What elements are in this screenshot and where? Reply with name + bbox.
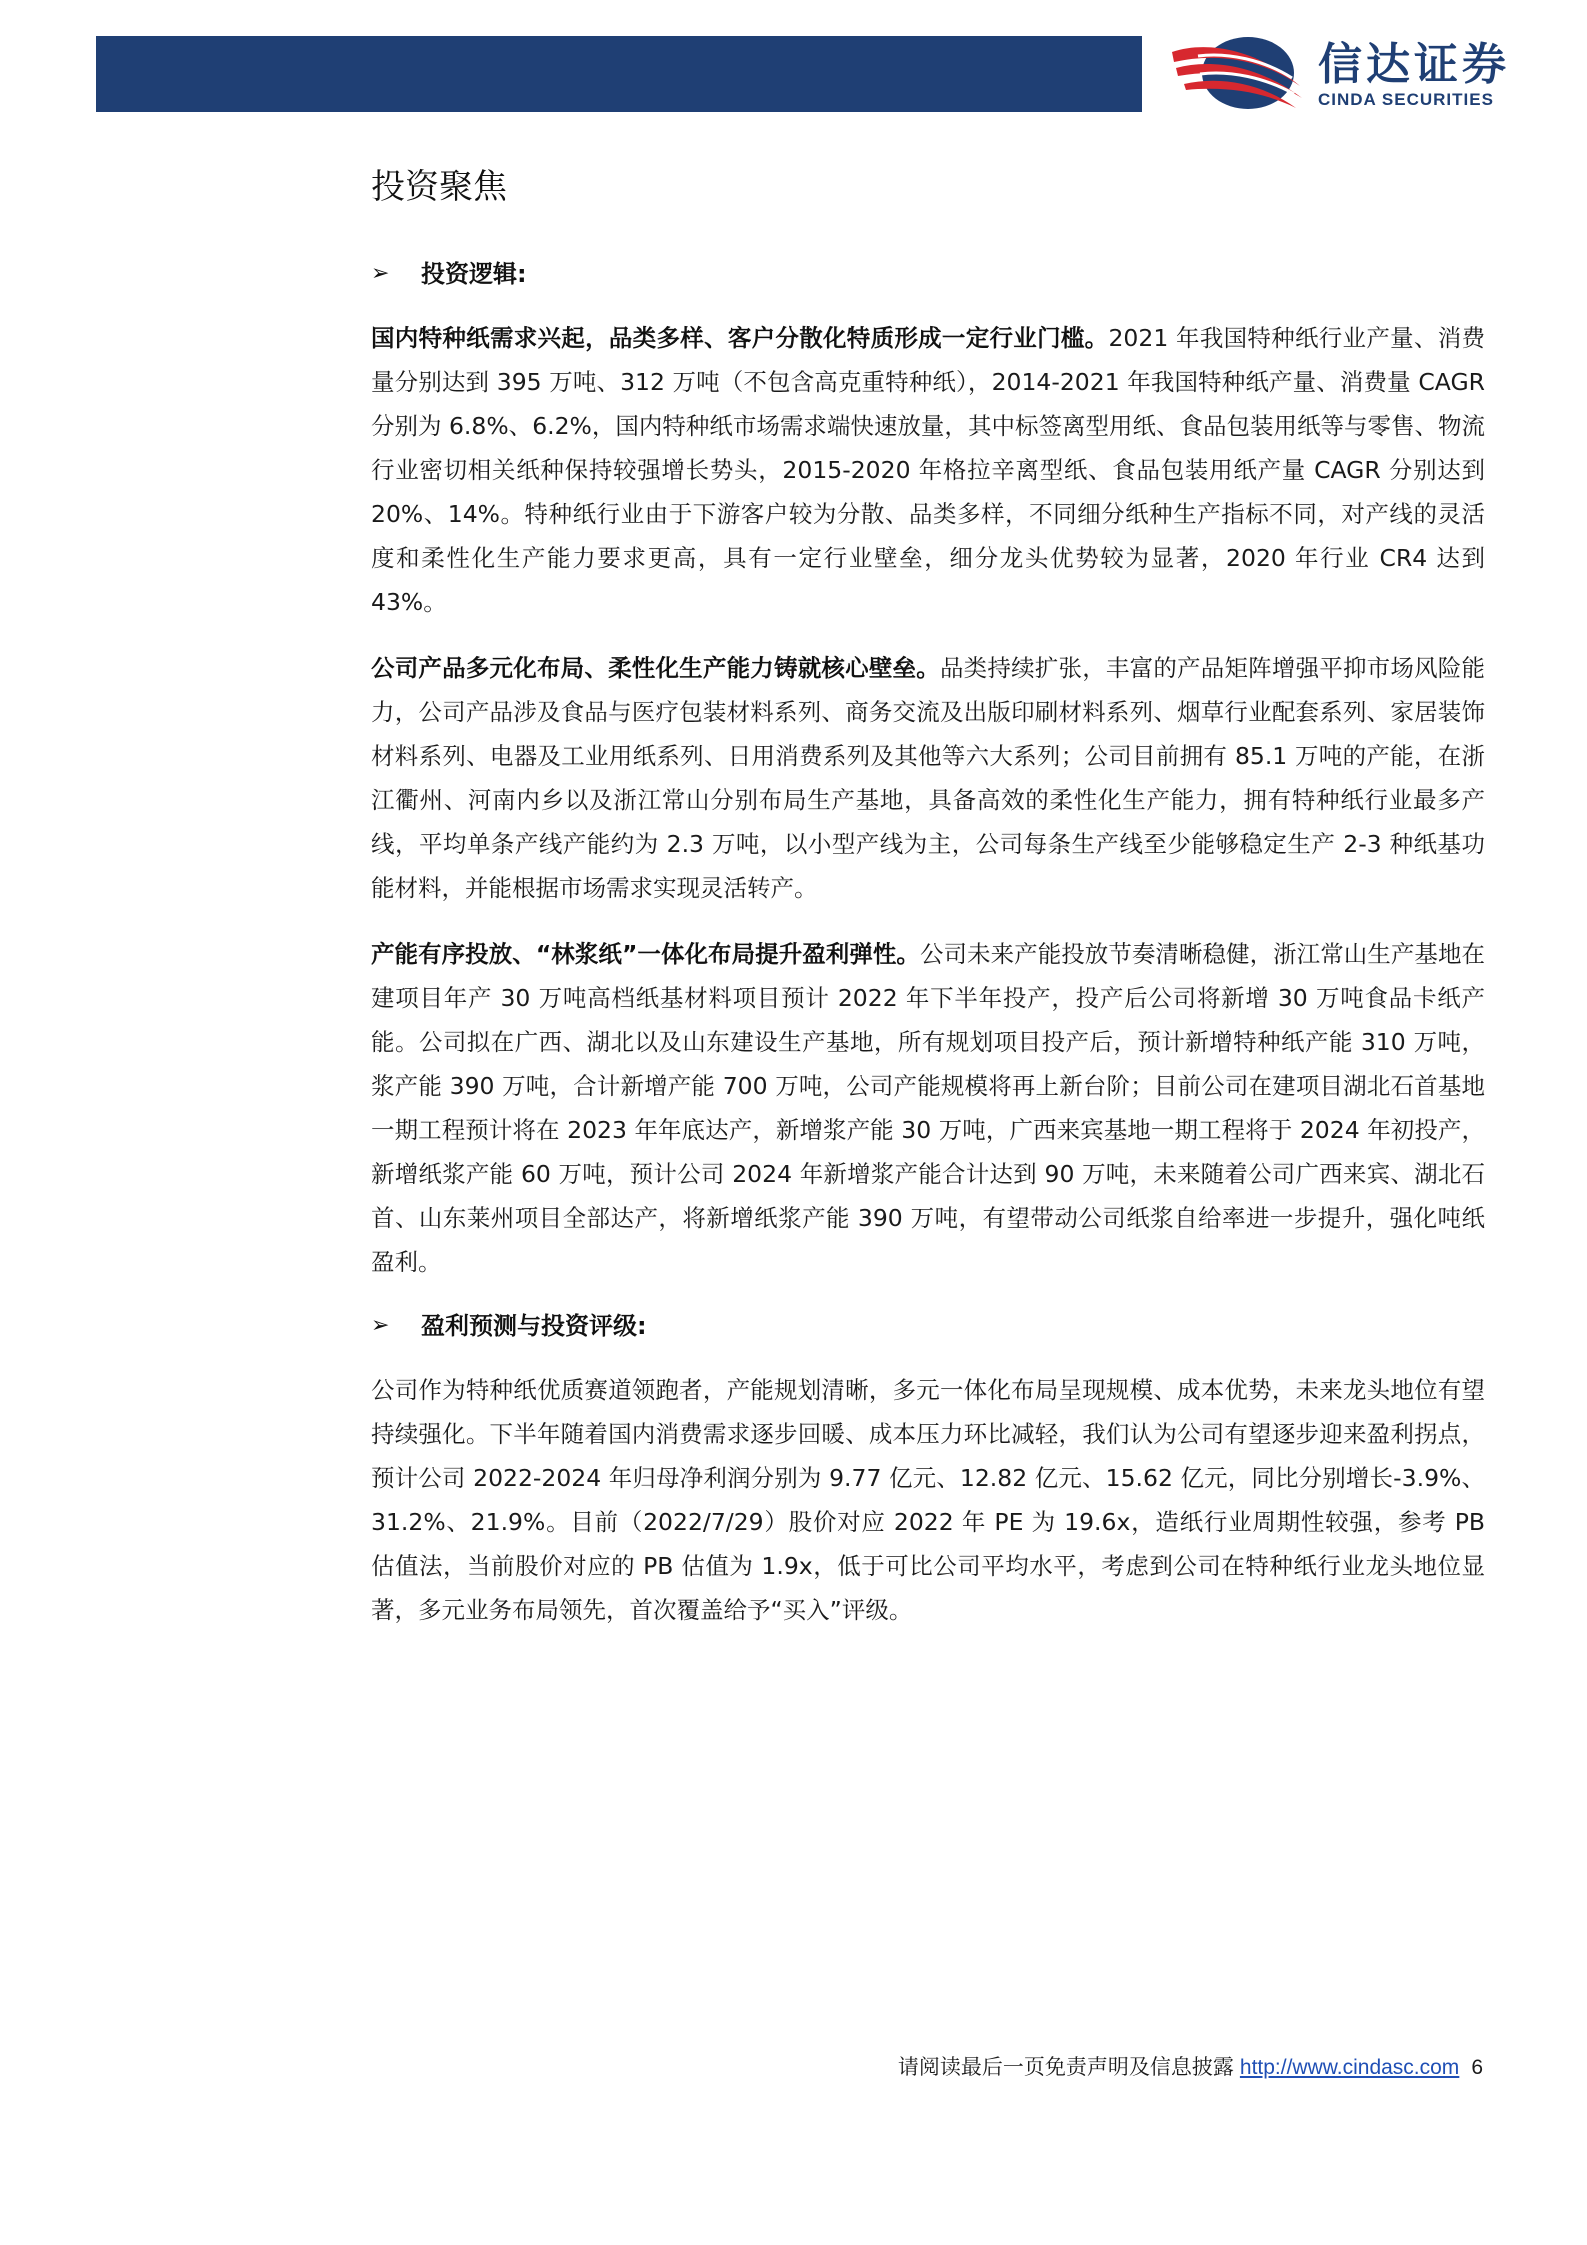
footer-website-link[interactable]: http://www.cindasc.com xyxy=(1239,2056,1460,2079)
logic-paragraph-capacity xyxy=(371,932,1485,1284)
paragraph-body: 品类持续扩张，丰富的产品矩阵增强平抑市场风险能力，公司产品涉及食品与医疗包装材料系列、商务交流及出版印刷材料系列、烟草行业配套系列、家居装饰材料系列、电器及工业用纸系列、日用消费系列及其他等六大系列；公司目前拥有 85.1 万吨的产能，在浙江衢州、河南内乡以及浙江常山分别布局生产基地，具备高效的柔性化生产能力，拥有特种纸行业最多产线，平均单条产线产能约为 2.3 万吨，以小型产线为主，公司每条生产线至少能够稳定生产 2-3 种纸基功能材料，并能根据市场需求实现灵活转产。 xyxy=(371,654,1486,902)
forecast-paragraph: 公司作为特种纸优质赛道领跑者，产能规划清晰，多元一体化布局呈现规模、成本优势，未来龙头地位有望持续强化。下半年随着国内消费需求逐步回暖、成本压力环比减轻，我们认为公司有望逐步迎来盈利拐点，预计公司 2022-2024 年归母净利润分别为 9.77 亿元、12.82 亿元、15.62 亿元，同比分别增长-3.9%、31.2%、21.9%。目前（2022/7/29）股价对应 2022 年 PE 为 19.6x，造纸行业周期性较强，参考 PB 估值法，当前股价对应的 PB 估值为 1.9x，低于可比公司平均水平，考虑到公司在特种纸行业龙头地位显著，多元业务布局领先，首次覆盖给予“买入”评级。 xyxy=(371,1376,1485,1624)
forecast-heading-text: 盈利预测与投资评级: xyxy=(421,1312,647,1340)
logo-chinese-name: 信达证券 xyxy=(1318,39,1510,90)
paragraph-body: 公司未来产能投放节奏清晰稳健，浙江常山生产基地在建项目年产 30 万吨高档纸基材料项目预计 2022 年下半年投产，投产后公司将新增 30 万吨食品卡纸产能。公司拟在广西、湖北以及山东建设生产基地，所有规划项目投产后，预计新增特种纸产能 310 万吨，浆产能 390 万吨，合计新增产能 700 万吨，公司产能规模将再上新台阶；目前公司在建项目湖北石首基地一期工程预计将在 2023 年年底达产，新增浆产能 30 万吨，广西来宾基地一期工程将于 2024 年初投产，新增纸浆产能 60 万吨，预计公司 2024 年新增浆产能合计达到 90 万吨，未来随着公司广西来宾、湖北石首、山东莱州项目全部达产，将新增纸浆产能 390 万吨，有望带动公司纸浆自给率进一步提升，强化吨纸盈利。 xyxy=(371,940,1486,1276)
forecast-heading xyxy=(371,1306,1485,1346)
page-number: 6 xyxy=(1471,2056,1483,2079)
paragraph-lead: 产能有序投放、“林浆纸”一体化布局提升盈利弹性。 xyxy=(371,940,920,968)
paragraph-lead: 公司产品多元化布局、柔性化生产能力铸就核心壁垒。 xyxy=(371,654,940,682)
header-bar xyxy=(96,36,1142,112)
cinda-swoosh-icon xyxy=(1168,30,1308,116)
cinda-logo xyxy=(1168,30,1560,116)
paragraph-lead: 国内特种纸需求兴起，品类多样、客户分散化特质形成一定行业门槛。 xyxy=(371,324,1109,352)
investment-logic-heading-text: 投资逻辑: xyxy=(421,260,527,288)
footer-disclaimer: 请阅读最后一页免责声明及信息披露 xyxy=(897,2055,1234,2079)
main-content xyxy=(371,160,1485,1654)
paragraph-body: 2021 年我国特种纸行业产量、消费量分别达到 395 万吨、312 万吨（不包含高克重特种纸），2014-2021 年我国特种纸产量、消费量 CAGR 分别为 6.8%、6.2%，国内特种纸市场需求端快速放量，其中标签离型用纸、食品包装用纸等与零售、物流行业密切相关纸种保持较强增长势头，2015-2020 年格拉辛离型纸、食品包装用纸产量 CAGR 分别达到 20%、14%。特种纸行业由于下游客户较为分散、品类多样，不同细分纸种生产指标不同，对产线的灵活度和柔性化生产能力要求更高，具有一定行业壁垒，细分龙头优势较为显著，2020 年行业 CR4 达到 43%。 xyxy=(371,324,1486,616)
investment-logic-heading xyxy=(371,254,1485,294)
page-footer xyxy=(898,2052,1483,2083)
logic-paragraph-demand xyxy=(371,316,1485,624)
arrow-bullet-icon: ➢ xyxy=(371,261,390,286)
page-title: 投资聚焦 xyxy=(371,167,507,207)
arrow-bullet-icon: ➢ xyxy=(371,1313,390,1338)
logic-paragraph-products xyxy=(371,646,1485,910)
logo-english-name: CINDA SECURITIES xyxy=(1318,90,1494,109)
